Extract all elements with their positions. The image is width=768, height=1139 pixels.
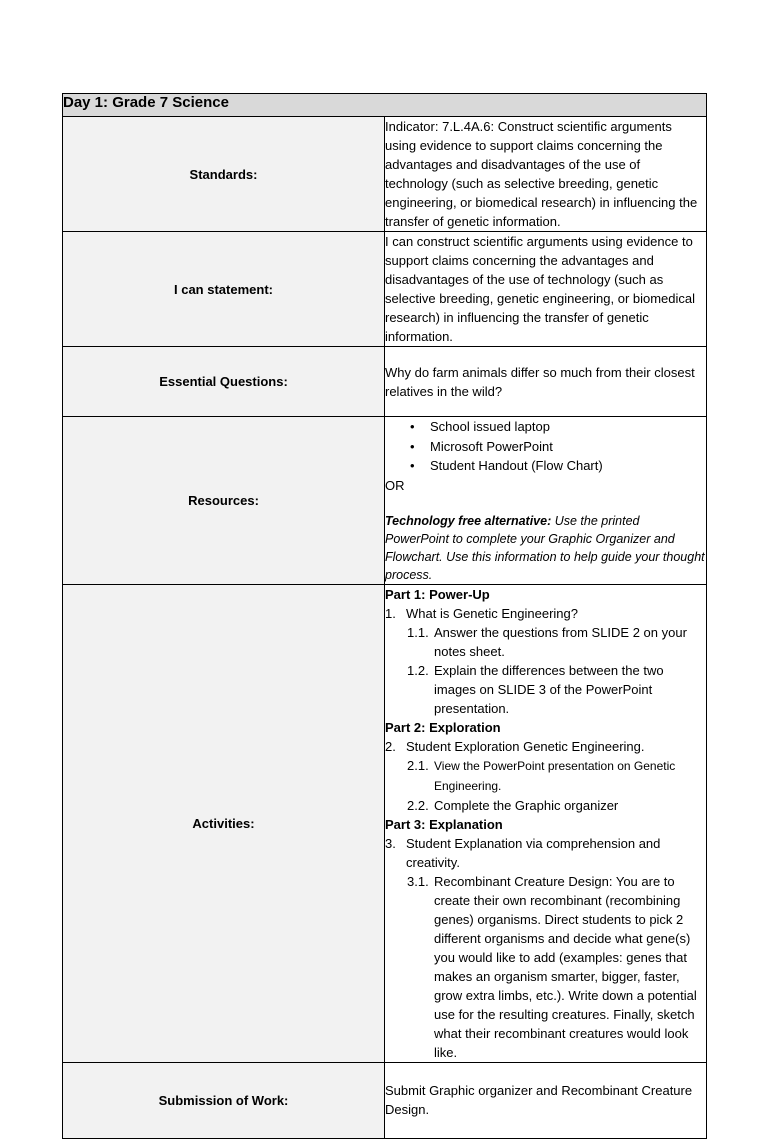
subitem-number: 3.1. — [407, 873, 429, 889]
ican-text: I can construct scientific arguments using evidence to support claims concerning the advantages and disadvantages of the use of technology (such as selective breeding, genetic engineering, or biomedical research) in influencing the transfer of genetic information. — [385, 232, 707, 347]
lesson-title: Day 1: Grade 7 Science — [63, 94, 707, 117]
standards-row — [63, 117, 707, 232]
essential-row — [63, 347, 707, 417]
alt-label: Technology free alternative: — [385, 513, 552, 528]
activity-item — [385, 834, 706, 872]
activity-item — [385, 737, 706, 756]
activities-row — [63, 584, 707, 1062]
resources-row — [63, 417, 707, 585]
technology-free-alternative — [385, 512, 706, 584]
standards-label: Standards: — [63, 117, 385, 232]
resources-label: Resources: — [63, 417, 385, 585]
part2-heading: Part 2: Exploration — [385, 719, 501, 735]
resources-list — [385, 417, 706, 476]
subitem-number: 2.2. — [407, 797, 429, 813]
activity-subitem — [385, 623, 706, 661]
subitem-text: View the PowerPoint presentation on Genetic Engineering. — [434, 758, 676, 793]
item-number: 2. — [385, 738, 396, 754]
resource-item: • Microsoft PowerPoint — [430, 437, 706, 457]
lesson-plan-table — [62, 93, 707, 1139]
resource-item: • School issued laptop — [430, 417, 706, 437]
subitem-text: Explain the differences between the two images on SLIDE 3 of the PowerPoint presentation. — [434, 662, 664, 716]
activity-item — [385, 604, 706, 623]
subitem-number: 1.1. — [407, 624, 429, 640]
subitem-number: 1.2. — [407, 662, 429, 678]
subitem-text: Answer the questions from SLIDE 2 on your notes sheet. — [434, 624, 687, 659]
activities-content — [385, 584, 707, 1062]
activity-subitem — [385, 872, 706, 1062]
title-row — [63, 94, 707, 117]
item-number: 3. — [385, 835, 396, 851]
part1-heading: Part 1: Power-Up — [385, 586, 490, 602]
item-text: Student Explanation via comprehension and creativity. — [406, 835, 661, 870]
activities-label: Activities: — [63, 584, 385, 1062]
essential-text: Why do farm animals differ so much from their closest relatives in the wild? — [385, 347, 707, 417]
activity-subitem — [385, 661, 706, 718]
subitem-number: 2.1. — [407, 757, 429, 773]
essential-label: Essential Questions: — [63, 347, 385, 417]
subitem-text: Complete the Graphic organizer — [434, 797, 619, 813]
standards-text: Indicator: 7.L.4A.6: Construct scientific arguments using evidence to support claims concerning the advantages and disadvantages of the use of technology (such as selective breeding, genetic engineering, or biomedical research) in influencing the transfer of genetic information. — [385, 117, 707, 232]
item-number: 1. — [385, 605, 396, 621]
alt-text: Use the printed PowerPoint to complete your Graphic Organizer and Flowchart. Use this information to help guide your thought process. — [385, 513, 705, 582]
submission-row — [63, 1062, 707, 1138]
subitem-text: Recombinant Creature Design: You are to create their own recombinant (recombining genes) organisms. Direct students to pick 2 different organisms and decide what gene(s) you would like to add (examples: genes that makes an organism smarter, bigger, faster, grow extra limbs, etc.). Write down a potential use for the resulting creatures. Finally, sketch what their recombinant creatures would look like. — [434, 873, 697, 1060]
submission-text: Submit Graphic organizer and Recombinant Creature Design. — [385, 1062, 707, 1138]
activity-subitem — [385, 756, 706, 796]
resource-item: • Student Handout (Flow Chart) — [430, 456, 706, 476]
item-text: Student Exploration Genetic Engineering. — [406, 738, 645, 754]
resources-or: OR — [385, 477, 405, 493]
item-text: What is Genetic Engineering? — [406, 605, 578, 621]
part3-heading: Part 3: Explanation — [385, 816, 503, 832]
ican-label: I can statement: — [63, 232, 385, 347]
ican-row — [63, 232, 707, 347]
submission-label: Submission of Work: — [63, 1062, 385, 1138]
resources-content — [385, 417, 707, 585]
activity-subitem — [385, 796, 706, 815]
